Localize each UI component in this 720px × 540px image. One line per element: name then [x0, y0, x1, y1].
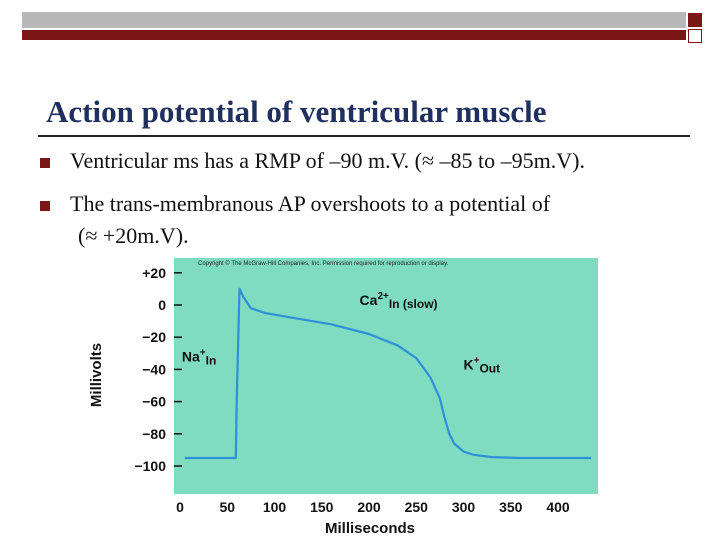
bullet-marker-1	[40, 158, 50, 168]
header-grey-bar	[22, 12, 686, 28]
x-axis-label: Milliseconds	[324, 520, 416, 537]
y-tick-label: −20	[142, 329, 166, 346]
x-tick-label: 200	[357, 499, 381, 515]
ion-label: Na+In	[181, 347, 217, 368]
x-tick-label: 150	[310, 499, 334, 515]
x-tick-label: 250	[404, 499, 428, 515]
bullet-2-continuation: (≈ +20m.V).	[78, 223, 189, 248]
title-underline	[38, 135, 690, 137]
slide-title: Action potential of ventricular muscle	[46, 94, 547, 129]
y-tick-label: +20	[142, 264, 166, 281]
header-square-filled	[688, 13, 702, 27]
y-tick-label: 0	[158, 297, 166, 313]
ion-label: $Ca^{2+}In$ (slow)	[359, 291, 438, 311]
x-axis	[176, 499, 570, 515]
y-tick-label: −60	[142, 393, 166, 410]
x-tick-label: 400	[546, 499, 570, 515]
x-tick-label: 0	[176, 499, 184, 515]
x-tick-label: 50	[219, 499, 236, 515]
copyright-notice: Copyright © The McGraw-Hill Companies, Inc. Permission required for reproduction or display.	[198, 261, 449, 267]
x-tick-label: 100	[262, 499, 287, 515]
bullet-1-text: Ventricular ms has a RMP of –90 m.V. (≈ –85 to –95m.V).	[70, 148, 585, 173]
x-tick-label: 350	[499, 499, 523, 515]
y-tick-label: −100	[134, 458, 166, 474]
y-tick-label: −40	[142, 361, 166, 378]
header-red-bar	[22, 30, 686, 40]
header-square-outline	[688, 29, 702, 43]
y-axis-label: Millivolts	[88, 342, 105, 408]
y-tick-label: −80	[142, 425, 166, 442]
x-tick-label: 300	[451, 499, 476, 515]
bullet-2-text: The trans-membranous AP overshoots to a potential of	[70, 191, 551, 216]
bullet-marker-2	[40, 201, 50, 211]
action-potential-chart	[0, 254, 720, 540]
ion-label: K+Out	[463, 355, 501, 376]
